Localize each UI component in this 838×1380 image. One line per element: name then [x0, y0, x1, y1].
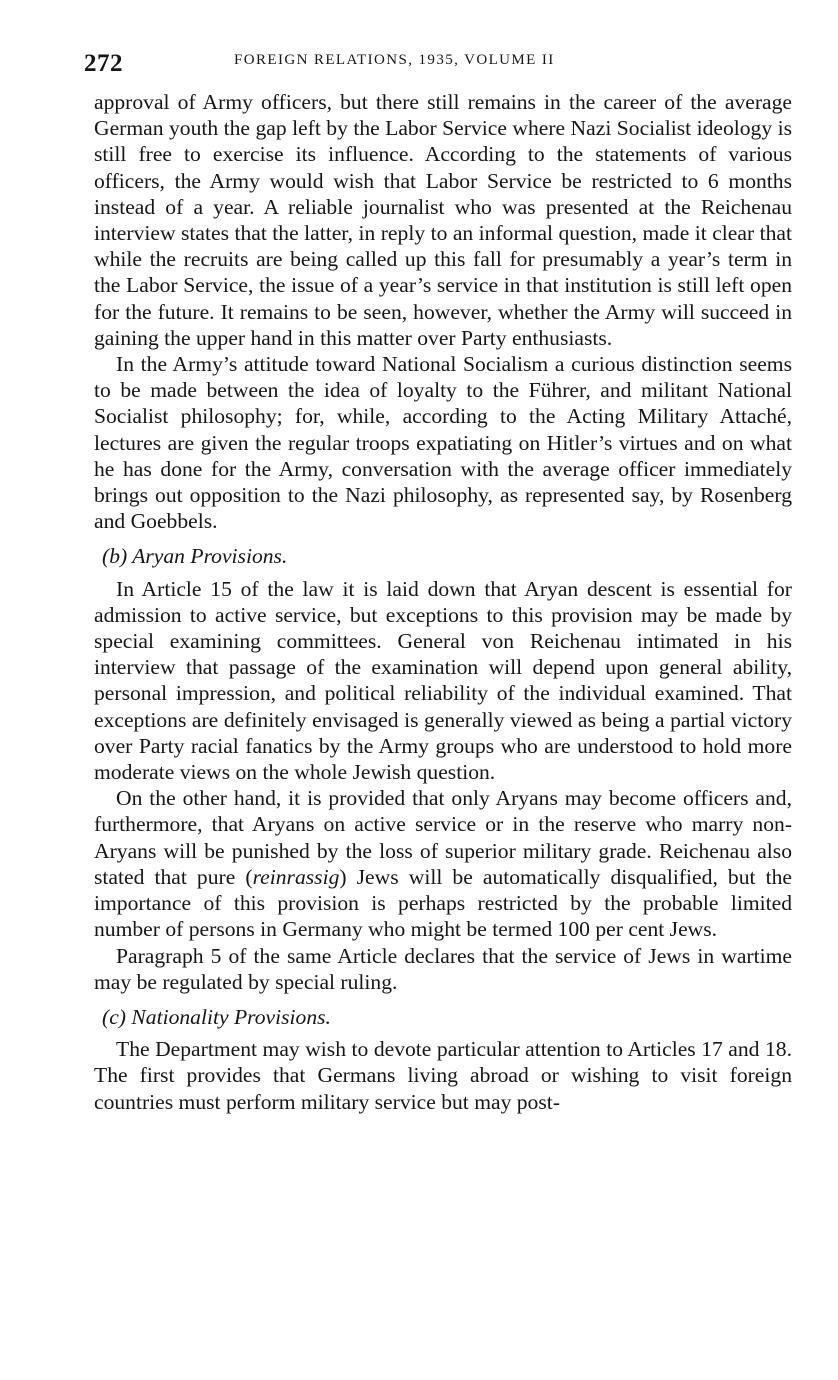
paragraph-wartime-service: Paragraph 5 of the same Article declares that the service of Jews in wartime may be regulated by special ruling.	[94, 943, 792, 994]
paragraph-continued: approval of Army officers, but there still remains in the career of the average German youth the gap left by the Labor Service where Nazi Socialist ideology is still free to exercise its influence. According to the statements of various officers, the Army would wish that Labor Service be restricted to 6 months instead of a year. A reliable journalist who was presented at the Reichenau interview states that the latter, in reply to an informal question, made it clear that while the recruits are being called up this fall for presumably a year’s term in the Labor Service, the issue of a year’s service in that institution is still left open for the future. It remains to be seen, however, whether the Army will succeed in gaining the upper hand in this matter over Party enthusiasts.	[94, 90, 792, 350]
italic-term: reinrassig	[252, 864, 340, 889]
section-title-nationality-provisions: Nationality Provisions.	[131, 1004, 331, 1029]
paragraph-officers-aryans	[94, 785, 792, 942]
section-heading-aryan-provisions	[94, 543, 792, 569]
section-heading-nationality-provisions	[94, 1004, 792, 1030]
section-marker-b: (b)	[102, 544, 128, 569]
running-head: FOREIGN RELATIONS, 1935, VOLUME II	[234, 52, 555, 68]
body-text	[94, 89, 792, 1115]
section-marker-c: (c)	[102, 1004, 126, 1029]
paragraph-article-15: In Article 15 of the law it is laid down that Aryan descent is essential for admission to active service, but exceptions to this provision may be made by special examining committees. General von Reichenau intimated in his interview that passage of the examination will depend upon general ability, personal impression, and political reliability of the individual examined. That exceptions are definitely envisaged is generally viewed as being a partial victory over Party racial fanatics by the Army groups who are understood to hold more moderate views on the whole Jewish question.	[94, 576, 792, 785]
paragraph-army-attitude: In the Army’s attitude toward National Socialism a curious distinction seems to be made between the idea of loyalty to the Führer, and militant National Socialist philosophy; for, while, according to the Acting Military Attaché, lectures are given the regular troops expatiating on Hitler’s virtues and on what he has done for the Army, conversation with the average officer immediately brings out opposition to the Nazi philosophy, as represented say, by Rosenberg and Goebbels.	[94, 352, 792, 534]
paragraph-text-part: ) Jews will be automatically disqualified, but the importance of this provision is perhaps restricted by the probable limited number of persons in Germany who might be termed 100 per cent Jews.	[94, 864, 792, 942]
paragraph-articles-17-18: The Department may wish to devote particular attention to Articles 17 and 18. The first provides that Germans living abroad or wishing to visit foreign countries must perform military service but may post-	[94, 1037, 792, 1114]
page-header	[84, 44, 784, 80]
page-number: 272	[84, 50, 123, 77]
section-title-aryan-provisions: Aryan Provisions.	[132, 544, 288, 569]
paragraph-text-part: On the other hand, it is provided that only Aryans may become officers and, furthermore, that Aryans on active service or in the reserve who marry non-Aryans will be punished by the loss of superior military grade. Reichenau also stated that pure (	[94, 786, 792, 889]
